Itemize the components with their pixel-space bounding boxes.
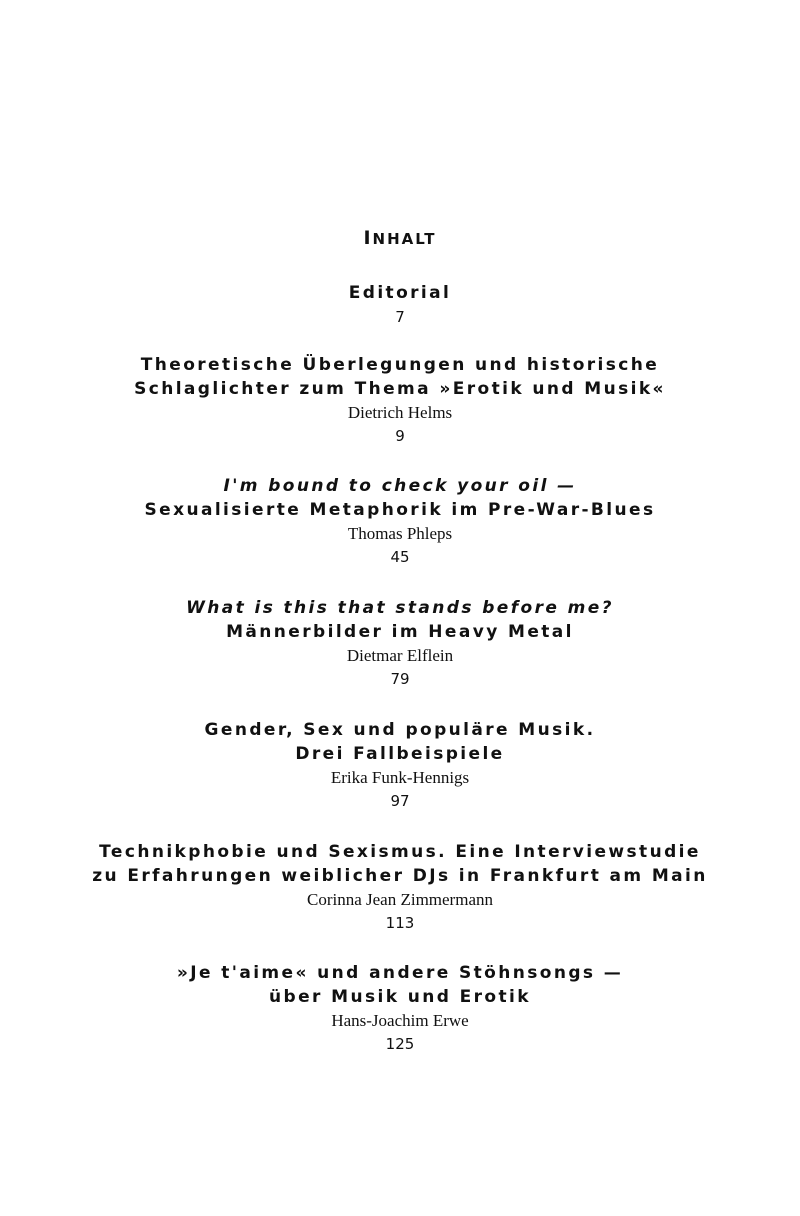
entry-title-line-2: Drei Fallbeispiele <box>295 744 505 764</box>
entry-title-line-2: zu Erfahrungen weiblicher DJs in Frankfurt am Main <box>92 866 708 886</box>
entry-author: Dietmar Elflein <box>346 646 454 665</box>
entry-page-number: 97 <box>390 792 410 810</box>
toc-entry-editorial <box>0 281 800 328</box>
entry-title-line-2: Männerbilder im Heavy Metal <box>226 622 574 642</box>
entry-title-line-1: Technikphobie und Sexismus. Eine Interviewstudie <box>99 842 701 862</box>
entry-author: Hans-Joachim Erwe <box>331 1011 469 1030</box>
entry-page-number: 79 <box>390 670 410 688</box>
entry-author: Erika Funk-Hennigs <box>330 768 470 787</box>
toc-entry-zimmermann <box>0 840 800 934</box>
toc-entry-elflein <box>0 596 800 690</box>
entry-page-number: 9 <box>395 427 405 445</box>
entry-author: Dietrich Helms <box>347 403 453 422</box>
toc-entry-funk-hennigs <box>0 718 800 812</box>
entry-page-number: 7 <box>395 308 405 326</box>
toc-heading-initial: I <box>363 227 373 249</box>
entry-title-line-2: über Musik und Erotik <box>269 987 531 1007</box>
toc-entry-phleps <box>0 474 800 568</box>
entry-title-line-2: Schlaglichter zum Thema »Erotik und Musik« <box>134 379 666 399</box>
entry-author: Thomas Phleps <box>347 524 453 543</box>
entry-title-line-1: What is this that stands before me? <box>186 598 614 618</box>
toc-heading <box>0 226 800 251</box>
entry-page-number: 125 <box>385 1035 415 1053</box>
toc-entry-erwe <box>0 961 800 1055</box>
entry-title-line-1: Theoretische Überlegungen und historische <box>140 355 660 375</box>
entry-title-line-1: Gender, Sex und populäre Musik. <box>204 720 596 740</box>
entry-title-line-2: Sexualisierte Metaphorik im Pre-War-Blues <box>144 500 656 520</box>
entry-title-line-1: »Je t'aime« und andere Stöhnsongs — <box>176 963 624 983</box>
entry-title: Editorial <box>348 283 452 303</box>
toc-heading-rest: NHALT <box>372 230 437 248</box>
entry-page-number: 45 <box>390 548 410 566</box>
entry-title-line-1: I'm bound to check your oil — <box>223 476 577 496</box>
entry-author: Corinna Jean Zimmermann <box>306 890 493 909</box>
toc-entry-helms <box>0 353 800 447</box>
entry-page-number: 113 <box>385 914 415 932</box>
